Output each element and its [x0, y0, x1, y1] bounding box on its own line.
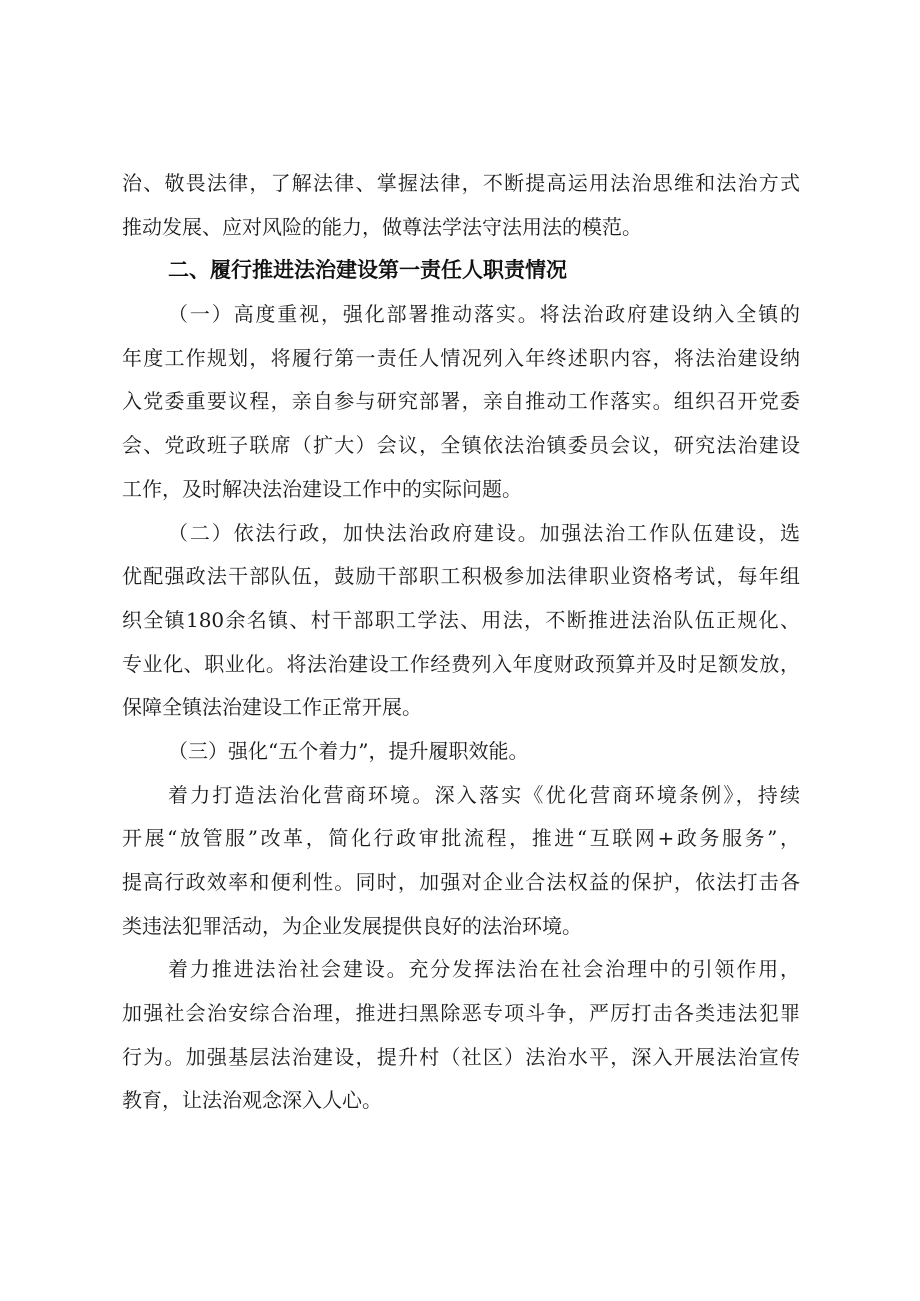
text-line: 加强社会治安综合治理，推进扫黑除恶专项斗争，严厉打击各类违法犯罪	[122, 1001, 800, 1026]
paragraph-rule-of-law-society	[122, 948, 800, 1123]
text-line: 提高行政效率和便利性。同时，加强对企业合法权益的保护，依法打击各	[122, 870, 800, 894]
text-line: 行为。加强基层法治建设，提升村（社区）法治水平，深入开展法治宣传	[122, 1044, 800, 1069]
text-line: 工作，及时解决法治建设工作中的实际问题。	[122, 476, 522, 501]
text-line: 开展“放管服”改革，简化行政审批流程，推进“互联网+政务服务”，	[122, 826, 800, 851]
paragraph-business-environment	[122, 774, 800, 949]
paragraph-item-1	[122, 293, 800, 511]
paragraph-item-3	[122, 730, 800, 774]
text-line: 着力推进法治社会建设。充分发挥法治在社会治理中的引领作用，	[168, 957, 800, 982]
text-line: 保障全镇法治建设工作正常开展。	[122, 695, 422, 720]
text-line: 治、敬畏法律，了解法律、掌握法律，不断提高运用法治思维和法治方式	[122, 171, 800, 195]
continuation-paragraph	[122, 162, 800, 249]
text-line: （二）依法行政，加快法治政府建设。加强法治工作队伍建设，选	[168, 520, 800, 545]
text-line: 会、党政班子联席（扩大）会议，全镇依法治镇委员会议，研究法治建设	[122, 433, 800, 458]
text-line: 织全镇180余名镇、村干部职工学法、用法，不断推进法治队伍正规化、	[122, 607, 800, 632]
text-line: （一）高度重视，强化部署推动落实。将法治政府建设纳入全镇的	[168, 302, 800, 327]
paragraph-item-2	[122, 512, 800, 730]
text-line: 教育，让法治观念深入人心。	[122, 1088, 382, 1113]
text-line: 入党委重要议程，亲自参与研究部署，亲自推动工作落实。组织召开党委	[122, 389, 800, 414]
text-line: 类违法犯罪活动，为企业发展提供良好的法治环境。	[122, 913, 582, 938]
document-body	[122, 162, 800, 1123]
section-heading: 二、履行推进法治建设第一责任人职责情况	[168, 258, 567, 283]
text-line: 推动发展、应对风险的能力，做尊法学法守法用法的模范。	[122, 214, 642, 239]
text-line: 年度工作规划，将履行第一责任人情况列入年终述职内容，将法治建设纳	[122, 345, 800, 370]
text-line: （三）强化“五个着力”，提升履职效能。	[168, 738, 529, 763]
text-line: 着力打造法治化营商环境。深入落实《优化营商环境条例》，持续	[168, 782, 800, 807]
text-line: 专业化、职业化。将法治建设工作经费列入年度财政预算并及时足额发放，	[122, 651, 800, 676]
text-line: 优配强政法干部队伍，鼓励干部职工积极参加法律职业资格考试，每年组	[122, 564, 800, 589]
